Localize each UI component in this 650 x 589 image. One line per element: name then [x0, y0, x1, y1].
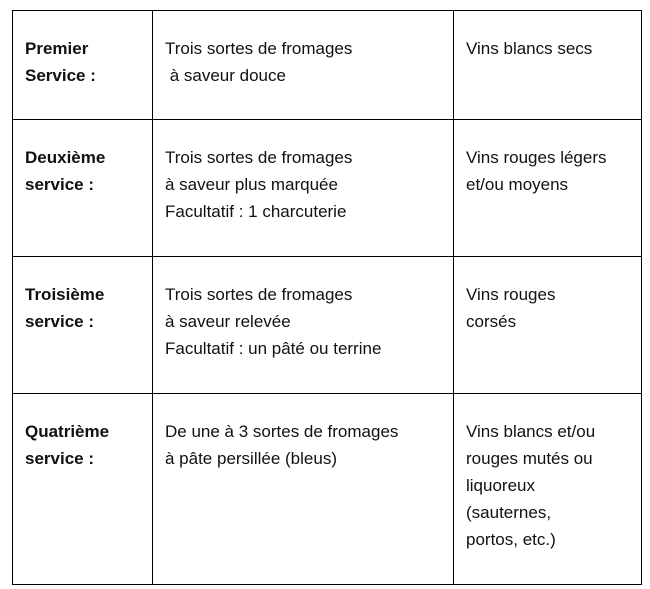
service-label-line: Troisième [25, 285, 105, 304]
cheese-line: à saveur douce [165, 66, 286, 85]
service-label-line: Service : [25, 66, 96, 85]
service-cell [13, 11, 153, 120]
table-row [13, 11, 642, 120]
cheese-line: à pâte persillée (bleus) [165, 449, 337, 468]
service-label-line: service : [25, 312, 94, 331]
wine-line: Vins rouges légers [466, 148, 607, 167]
cheese-line: Facultatif : 1 charcuterie [165, 202, 347, 221]
wine-line: portos, etc.) [466, 530, 556, 549]
cheese-line: à saveur plus marquée [165, 175, 338, 194]
cheese-line: Trois sortes de fromages [165, 39, 353, 58]
cheese-line: Facultatif : un pâté ou terrine [165, 339, 382, 358]
table-row [13, 394, 642, 585]
table-row [13, 257, 642, 394]
wine-line: et/ou moyens [466, 175, 569, 194]
service-label-line: service : [25, 175, 94, 194]
wine-line: (sauternes, [466, 503, 552, 522]
wine-cell [454, 120, 642, 257]
wine-cell [454, 11, 642, 120]
service-cell [13, 394, 153, 585]
wine-cell [454, 394, 642, 585]
service-cell [13, 257, 153, 394]
wine-line: liquoreux [466, 476, 535, 495]
wine-line: Vins blancs et/ou [466, 422, 596, 441]
cheese-wine-pairing-table [12, 10, 642, 585]
wine-line: corsés [466, 312, 517, 331]
wine-line: rouges mutés ou [466, 449, 593, 468]
service-label-line: Deuxième [25, 148, 106, 167]
cheese-line: à saveur relevée [165, 312, 291, 331]
cheese-line: Trois sortes de fromages [165, 148, 353, 167]
cheese-line: De une à 3 sortes de fromages [165, 422, 399, 441]
service-label-line: service : [25, 449, 94, 468]
service-label-line: Quatrième [25, 422, 110, 441]
wine-line: Vins blancs secs [466, 39, 593, 58]
service-cell [13, 120, 153, 257]
table-row [13, 120, 642, 257]
cheese-cell [153, 11, 454, 120]
cheese-cell [153, 394, 454, 585]
cheese-cell [153, 257, 454, 394]
wine-line: Vins rouges [466, 285, 556, 304]
wine-cell [454, 257, 642, 394]
cheese-line: Trois sortes de fromages [165, 285, 353, 304]
cheese-cell [153, 120, 454, 257]
service-label-line: Premier [25, 39, 89, 58]
